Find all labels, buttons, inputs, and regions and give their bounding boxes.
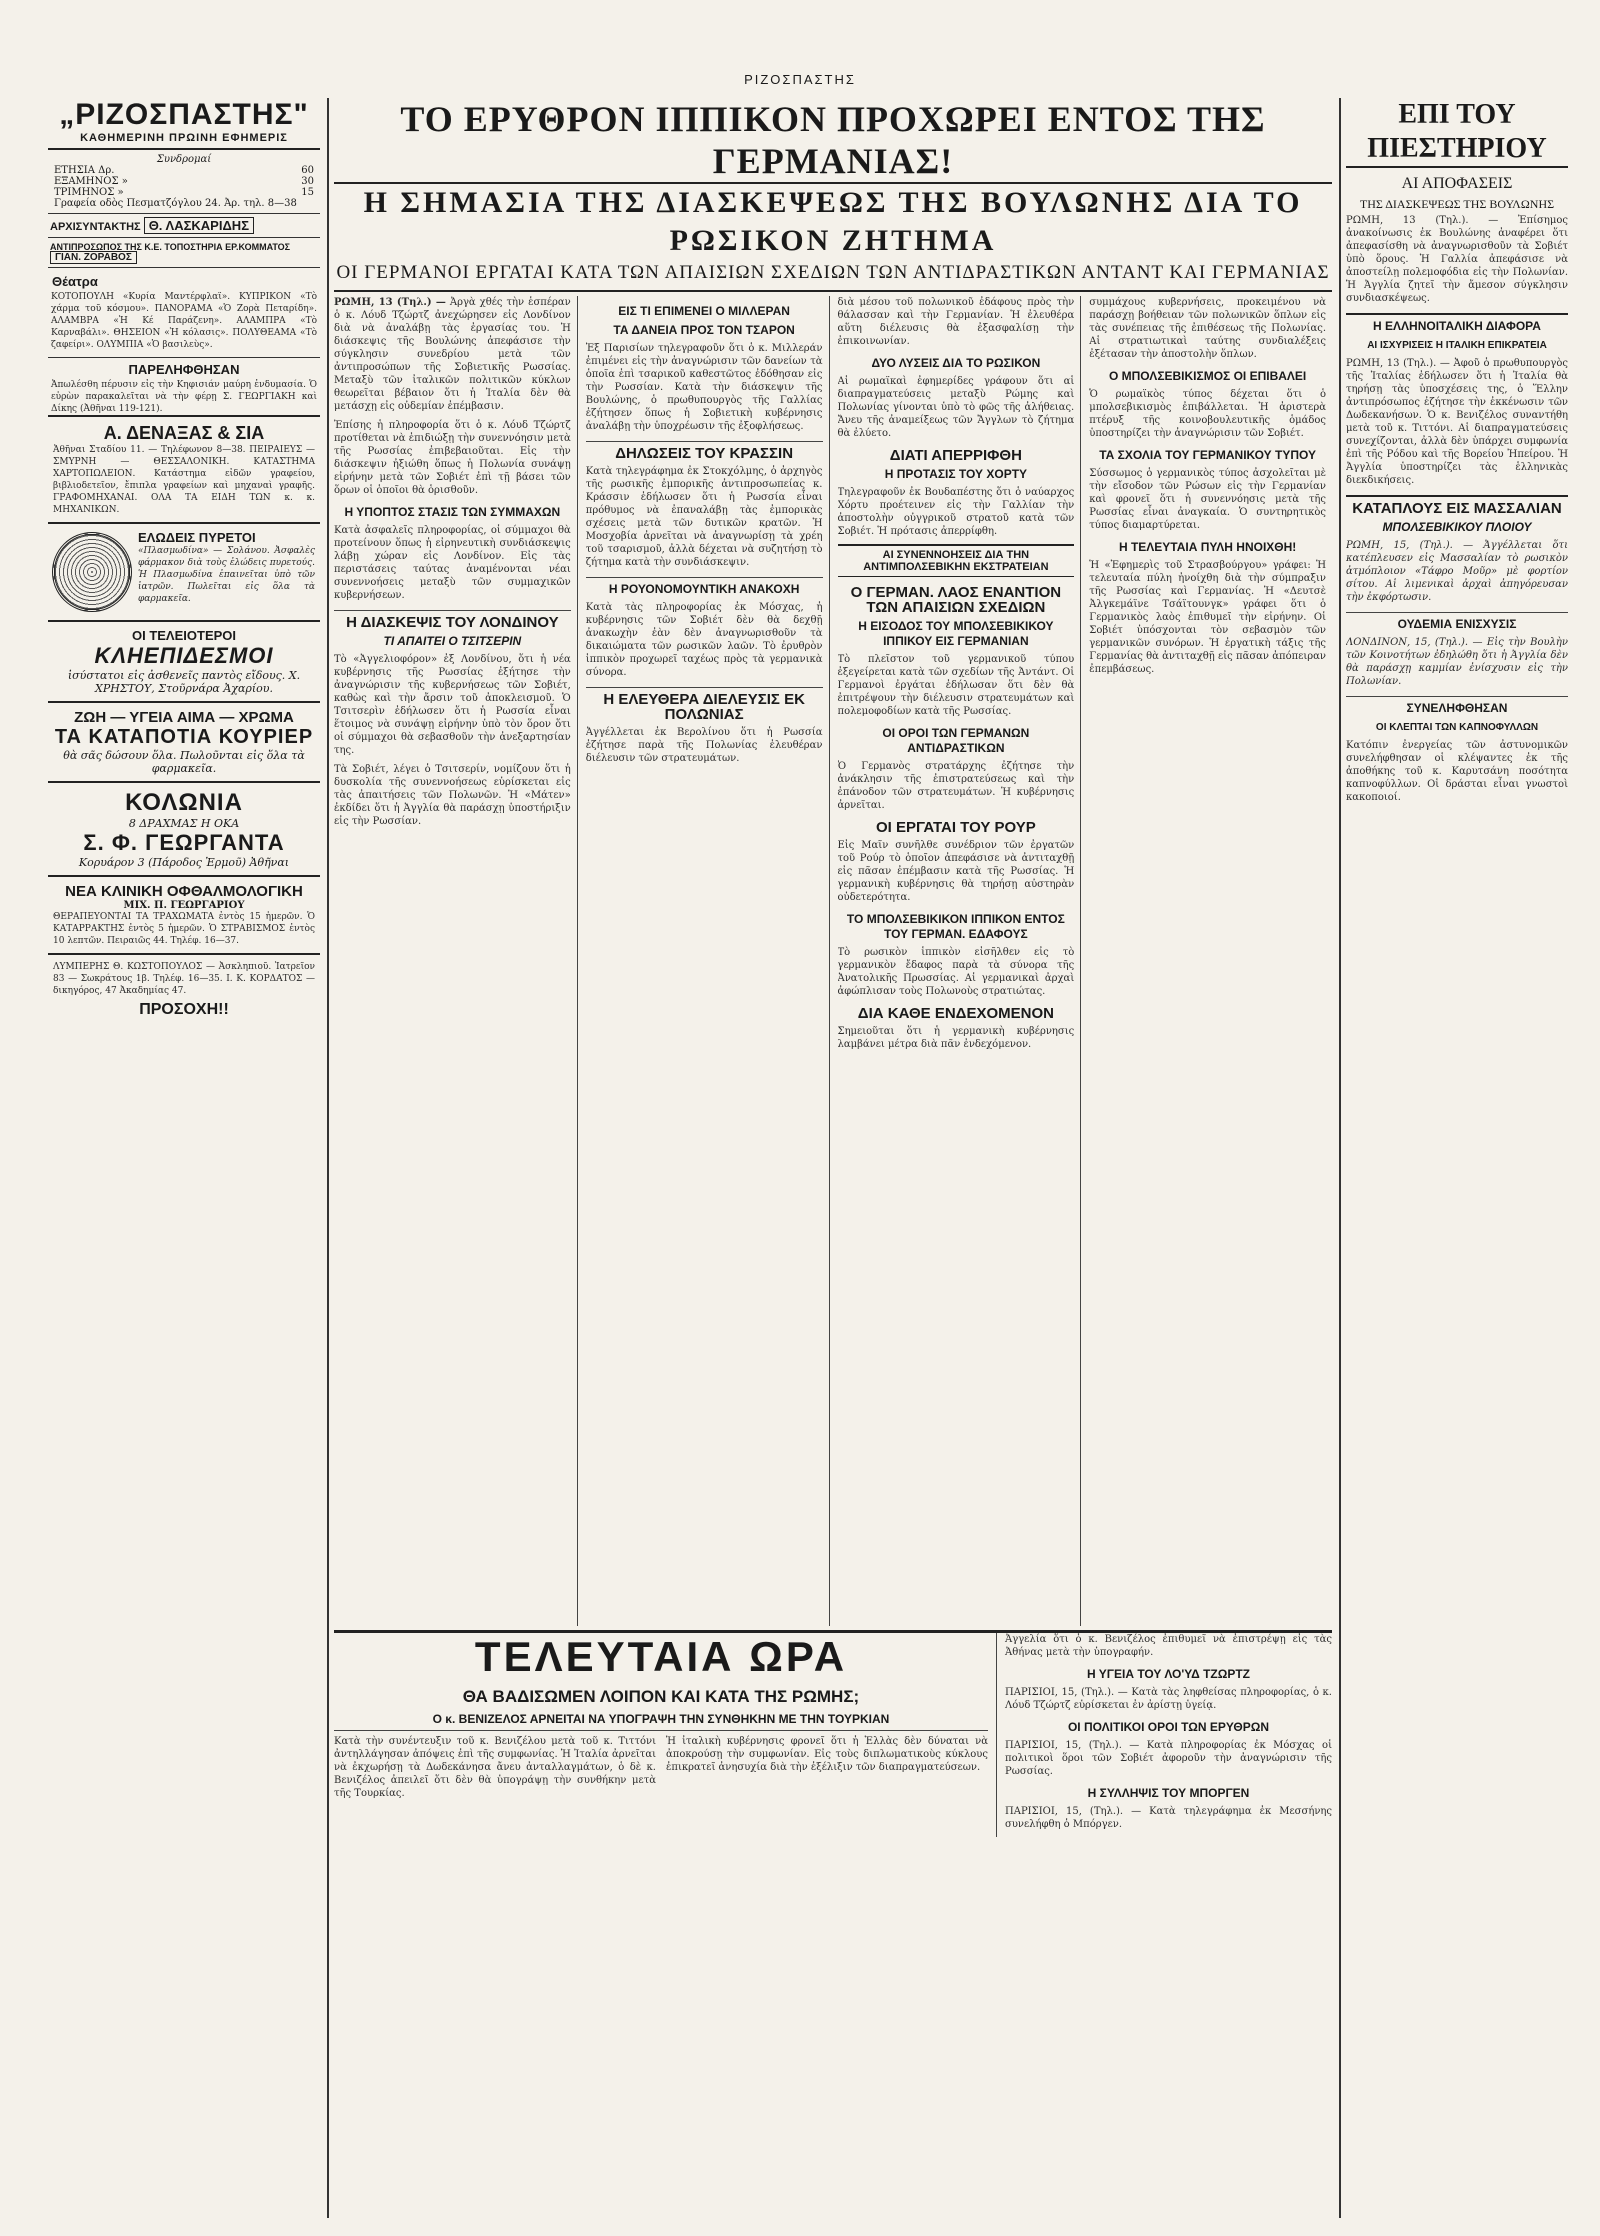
ad-plasmodina-text: «Πλασμωδίνα» — Σολάνου. Ἀσφαλὲς φάρμακον διὰ τοὺς ἐλώδεις πυρετούς. Ἡ Πλασμωδίνα ἐπαινεῖται ὑπὸ τῶν ἰατρῶν. Πωλεῖται εἰς ὅλα τὰ φαρμακεῖα. [138, 546, 315, 604]
press-title: ΕΠΙ ΤΟΥ ΠΙΕΣΤΗΡΙΟΥ [1346, 98, 1568, 168]
ad-denaxas [48, 415, 320, 522]
rep-label: ΑΝΤΙΠΡΟΣΩΠΟΣ ΤΗΣ Κ.Ε. ΤΟΠΟΣΤΗΡΙΑ ΕΡ.ΚΟΜΜΑΤΟΣ [50, 242, 291, 252]
ad-cologne-title: ΚΟΛΩΝΙΑ [125, 789, 243, 816]
last-hour-main [334, 1633, 997, 1837]
article-body: Σημειοῦται ὅτι ἡ γερμανικὴ κυβέρνησις λαμβάνει μέτρα διὰ πᾶν ἐνδεχόμενον. [837, 1026, 1075, 1050]
newspaper-page [48, 78, 1568, 2218]
ad-plasmodina [48, 522, 320, 620]
section-heading: ΟΙ ΠΟΛΙΤΙΚΟΙ ΟΡΟΙ ΤΩΝ ΕΡΥΘΡΩΝ [1067, 1720, 1270, 1734]
article-body: διὰ μέσου τοῦ πολωνικοῦ ἐδάφους πρὸς τὴν θάλασσαν καὶ τὴν Γερμανίαν. Ἡ ἐλευθέρα αὕτη διέλευσις θὰ ἐξασφαλίσῃ τὴν ἐπικοινωνίαν. [837, 297, 1075, 347]
last-hour-subhead: ΘΑ ΒΑΔΙΣΩΜΕΝ ΛΟΙΠΟΝ ΚΑΙ ΚΑΤΑ ΤΗΣ ΡΩΜΗΣ; [462, 1687, 860, 1706]
ad-cologne-address: Κορυάρον 3 (Πάροδος Ἐρμοῦ) Ἀθῆναι [78, 856, 290, 869]
ad-courier-text: θὰ σᾶς δώσουν ὅλα. Πωλοῦνται εἰς ὅλα τὰ φαρμακεῖα. [63, 749, 305, 775]
last-hour-title: ΤΕΛΕΥΤΑΙΑ ΩΡΑ [474, 1633, 848, 1680]
last-hour-columns [334, 1735, 988, 1806]
article-body: Ἡ «Ἐφημερὶς τοῦ Στρασβούργου» γράφει: Ἡ τελευταία πύλη ἠνοίχθη διὰ τὴν σύμπραξιν τῆς Ρωσσίας καὶ Γερμανίας. Ἡ «Δευτσὲ Ἀλγκεμάϊνε Τσάϊτουνγκ» γράφει ὅτι ὁ Γερμανικὸς λαὸς ἐπιθυμεῖ τὴν εἰρήνην. Οἱ Σοβιέτ ὑπόσχονται τὸν σεβασμὸν τῶν γερμανικῶν συνόρων. Ἡ ἐργατικὴ τάξις τῆς Γερμανίας θὰ ἀντιταχθῇ εἰς πᾶσαν ἀπόπειραν ἐπεμβάσεως. [1089, 560, 1326, 675]
article-body: Τὰ Σοβιέτ, λέγει ὁ Τσιτσερίν, νομίζουν ὅτι ἡ δυσκολία τῆς συνεννοήσεως εὑρίσκεται εἰς τὰς ἀπαιτήσεις τῶν Πολωνῶν. Ἡ «Μάτεν» ἐκδίδει ὅτι ἡ Ἀγγλία θὰ παράσχῃ ὑποστήριξιν εἰς τὴν Ρωσσίαν. [334, 764, 571, 827]
ad-bandages-sub: ΟΙ ΤΕΛΕΙΟΤΕΡΟΙ [131, 628, 237, 643]
article-body: Τὸ ρωσικὸν ἱππικὸν εἰσῆλθεν εἰς τὸ γερμανικὸν ἔδαφος παρὰ τὰ σύνορα τῆς Ἀνατολικῆς Πρωσσίας. Αἱ γερμανικαὶ ἀρχαὶ ἀφώπλισαν τοὺς Πολωνοὺς στρατιώτας. [837, 947, 1075, 997]
column-rule [327, 98, 329, 2218]
subscriptions-title: Συνδρομαί [156, 154, 212, 165]
article-body: Αἱ ρωμαϊκαὶ ἐφημερίδες γράφουν ὅτι αἱ διαπραγματεύσεις μεταξὺ Ρώμης καὶ Πολωνίας γίνονται ὑπὸ τὸ φῶς τῆς ἀλήθειας. Ἄνευ τῆς ἀναμείξεως τῶν Ἄγγλων τὸ ζήτημα θὰ ἐλύετο. [837, 376, 1075, 439]
section-heading: ΔΙΑΤΙ ΑΠΕΡΡΙΦΘΗ [889, 447, 1022, 464]
article-body: ΠΑΡΙΣΙΟΙ, 15, (Τηλ.). — Κατὰ τὰς ληφθείσας πληροφορίας, ὁ κ. Λόυδ Τζώρτζ εὑρίσκεται ἐν ἀρίστῃ ὑγείᾳ. [1005, 1687, 1332, 1711]
article-body: Ὁ ρωμαϊκὸς τύπος δέχεται ὅτι ὁ μπολσεβικισμὸς ἐπιβάλλεται. Ἡ ἀριστερὰ πτέρυξ τῆς κοινοβουλευτικῆς ὁμάδος ὑποστηρίζει τὴν ἀναγνώρισιν τῶν Σοβιέτ. [1089, 389, 1326, 439]
ad-cologne [48, 781, 320, 875]
section-heading: Η ΤΕΛΕΥΤΑΙΑ ΠΥΛΗ ΗΝΟΙΧΘΗ! [1118, 540, 1297, 554]
theatres-text: ΚΟΤΟΠΟΥΛΗ «Κυρία Μαντέρφλαϊ». ΚΥΠΡΙΚΟΝ «Τὸ χάρμα τοῦ κόσμου». ΠΑΝΟΡΑΜΑ «Ὁ Ζορὰ Πεταρίδη». ΑΛΑΜΒΡΑ «Ἡ Κέ Παράζενη». ΑΛΑΜΠΡΑ «Τὸ Καρναβάλι». ΘΗΣΕΙΟΝ «Ἡ κόλασις». ΠΟΛΥΘΕΑΜΑ «Τὸ ζαφείρι». ΟΛΥΜΠΙΑ «Ὁ βασιλεὺς». [51, 292, 317, 350]
section-subheading: Η ΠΡΟΤΑΣΙΣ ΤΟΥ ΧΟΡΤΥ [884, 467, 1028, 481]
main-column [334, 98, 1332, 2218]
ad-bandages-text: ἰσύστατοι εἰς ἀσθενεῖς παντὸς εἴδους. Χ. ΧΡΗΣΤΟΥ, Στοῦρνάρα Ἀχαρίου. [67, 669, 301, 695]
article-column-2 [586, 296, 830, 1626]
ad-courier [48, 701, 320, 781]
section-heading: ΑΙ ΣΥΝΕΝΝΟΗΣΕΙΣ ΔΙΑ ΤΗΝ ΑΝΤΙΜΠΟΛΣΕΒΙΚΗΝ ΕΚΣΤΡΑΤΕΙΑΝ [838, 544, 1075, 577]
right-column [1346, 98, 1568, 2218]
notice-title: ΠΡΟΣΟΧΗ!! [139, 1001, 229, 1018]
section-heading: ΚΑΤΑΠΛΟΥΣ ΕΙΣ ΜΑΣΣΑΛΙΑΝ [1346, 495, 1568, 516]
subscription-value: 15 [301, 187, 314, 198]
editor-line [48, 214, 320, 238]
editor-name: Θ. ΛΑΣΚΑΡΙΔΗΣ [144, 217, 254, 234]
ad-courier-title: ΖΩΗ — ΥΓΕΙΑ ΑΙΜΑ — ΧΡΩΜΑ [74, 709, 294, 726]
plasmodina-seal-icon [52, 532, 132, 612]
dateline: ΡΩΜΗ, 13 (Τηλ.) — [334, 297, 446, 308]
section-heading: ΟΙ ΟΡΟΙ ΤΩΝ ΓΕΡΜΑΝΩΝ ΑΝΤΙΔΡΑΣΤΙΚΩΝ [882, 726, 1030, 755]
subscriptions [48, 150, 320, 214]
article-columns [334, 296, 1332, 1626]
article-body: ΠΑΡΙΣΙΟΙ, 15, (Τηλ.). — Κατὰ πληροφορίας ἐκ Μόσχας οἱ πολιτικοὶ ὅροι τῶν Σοβιέτ ἀφοροῦν τὴν ἀναγνώρισιν τῆς Ρωσσίας. [1005, 1740, 1332, 1777]
article-body: Τηλεγραφοῦν ἐκ Βουδαπέστης ὅτι ὁ ναύαρχος Χόρτυ προέτεινεν εἰς τὴν Γαλλίαν τὴν ἀποστολὴν οὐγγρικοῦ στρατοῦ κατὰ τῶν Σοβιέτ. Ἡ πρότασις ἀπερρίφθη. [837, 487, 1075, 537]
section-subheading: ΜΠΟΛΣΕΒΙΚΙΚΟΥ ΠΛΟΙΟΥ [1382, 520, 1532, 534]
ad-denaxas-text: Ἀθῆναι Σταδίου 11. — Τηλέφωνον 8—38. ΠΕΙΡΑΙΕΥΣ — ΣΜΥΡΝΗ — ΘΕΣΣΑΛΟΝΙΚΗ. ΚΑΤΑΣΤΗΜΑ ΧΑΡΤΟΠΩΛΕΙΟΝ. Κατάστημα εἰδῶν γραφείου, βιβλιοδετεῖον, ἔπιπλα γραφείων καὶ μηχαναὶ γραφῆς. ΓΡΑΦΟΜΗΧΑΝΑΙ. ΟΛΑ ΤΑ ΕΙΔΗ ΤΩΝ κ. κ. ΜΗΧΑΝΙΚΩΝ. [53, 445, 315, 515]
masthead-name: „ΡΙΖΟΣΠΑΣΤΗΣ" [59, 98, 309, 131]
article-text: Ἀργὰ χθές τὴν ἑσπέραν ὁ κ. Λόυδ Τζώρτζ ἀνεχώρησεν εἰς Λονδίνον διὰ νὰ ἀναλάβῃ τὰς ἐργασίας του. Ἡ διάσκεψις τῆς Βουλώνης ἀπεφάσισε τὴν σύγκλησιν συνεδρίου μετὰ τῶν ἀντιπροσώπων τῆς Σοβιετικῆς Ρωσσίας. Μεταξὺ τῶν ἰταλικῶν πολιτικῶν κύκλων θεωρεῖται βέβαιον ὅτι ἡ Ἰταλία δὲν θὰ μετάσχῃ εἰς οὐδεμίαν ἐπέμβασιν. [334, 297, 571, 412]
section-heading: ΤΟ ΜΠΟΛΣΕΒΙΚΙΚΟΝ ΙΠΠΙΚΟΝ ΕΝΤΟΣ ΤΟΥ ΓΕΡΜΑΝ. ΕΔΑΦΟΥΣ [846, 912, 1065, 941]
section-subheading: ΤΗΣ ΔΙΑΣΚΕΨΕΩΣ ΤΗΣ ΒΟΥΛΩΝΗΣ [1359, 197, 1555, 211]
ad-clinic-text: ΘΕΡΑΠΕΥΟΝΤΑΙ ΤΑ ΤΡΑΧΩΜΑΤΑ ἐντὸς 15 ἡμερῶν. Ὁ ΚΑΤΑΡΡΑΚΤΗΣ ἐντὸς 5 ἡμερῶν. Ὁ ΣΤΡΑΒΙΣΜΟΣ ἐντὸς 10 λεπτῶν. Πειραιῶς 44. Τηλέφ. 16—37. [53, 912, 315, 946]
section-heading: ΔΥΟ ΛΥΣΕΙΣ ΔΙΑ ΤΟ ΡΩΣΙΚΟΝ [871, 356, 1041, 370]
subscription-value: 60 [301, 165, 314, 176]
subscription-value: 30 [301, 176, 314, 187]
article-body: ΛΟΝΔΙΝΟΝ, 15, (Τηλ.). — Εἰς τὴν Βουλὴν τῶν Κοινοτήτων ἐδηλώθη ὅτι ἡ Ἀγγλία δὲν θὰ παράσχῃ καμμίαν ἐνίσχυσιν εἰς τὴν Πολωνίαν. [1346, 637, 1568, 687]
main-deck: ΟΙ ΓΕΡΜΑΝΟΙ ΕΡΓΑΤΑΙ ΚΑΤΑ ΤΩΝ ΑΠΑΙΣΙΩΝ ΣΧΕΔΙΩΝ ΤΩΝ ΑΝΤΙΔΡΑΣΤΙΚΩΝ ΑΝΤΑΝΤ ΚΑΙ ΓΕΡΜΑΝΙΑΣ [334, 260, 1332, 292]
left-column [48, 98, 320, 2218]
article-body: Κατὰ τηλεγράφημα ἐκ Στοκχόλμης, ὁ ἀρχηγὸς τῆς ρωσικῆς ἐμπορικῆς ἀντιπροσωπείας κ. Κράσσιν ἐδήλωσεν ὅτι ἡ Ρωσσία εἶναι πρόθυμος νὰ ἐπαναλάβῃ τὰς ἐμπορικὰς σχέσεις μετὰ τῶν δυτικῶν κρατῶν. Ἡ Μοσχοβία ἀρνεῖται νὰ ἀναγνωρίσῃ τὰ χρέη τοῦ τσαρισμοῦ, ἀλλὰ δέχεται νὰ συζητήσῃ τὸ ζήτημα κατὰ τὴν συνδιάσκεψιν. [585, 466, 823, 568]
article-body: Ἐπίσης ἡ πληροφορία ὅτι ὁ κ. Λόυδ Τζώρτζ προτίθεται νὰ ἐπιδιώξῃ τὴν συνεννόησιν μετὰ τῆς Ρωσσίας ἐπιβεβαιοῦται. Εἰς τὴν διάσκεψιν ἠξιώθη ὅπως ἡ Πολωνία συνάψῃ εἰρήνην μετὰ τῶν Σοβιέτ ἐπὶ τῇ βάσει τῶν ὅρων οἱ ὁποῖοι θὰ ὁρισθοῦν. [334, 420, 571, 496]
article-body: Κατὰ ἀσφαλεῖς πληροφορίας, οἱ σύμμαχοι θὰ προτείνουν ὅπως ἡ εἰρηνευτικὴ συνδιάσκεψις λάβῃ χώραν εἰς Λονδίνον. Εἰς τὰς περιστάσεις ταύτας ἀναμένονται νέαι συνεννοήσεις μεταξὺ τῶν συμμαχικῶν κυβερνήσεων. [334, 525, 571, 601]
section-heading: ΤΑ ΣΧΟΛΙΑ ΤΟΥ ΓΕΡΜΑΝΙΚΟΥ ΤΥΠΟΥ [1099, 448, 1317, 462]
section-heading: ΟΙ ΕΡΓΑΤΑΙ ΤΟΥ ΡΟΥΡ [875, 819, 1036, 836]
article-body: Εἰς Μαῖν συνῆλθε συνέδριον τῶν ἐργατῶν τοῦ Ρούρ τὸ ὁποῖον ἀπεφάσισε νὰ ἀντιταχθῇ εἰς πᾶσαν ἐπέμβασιν κατὰ τῆς Ρωσσίας. Ἡ γερμανικὴ κυβέρνησις θὰ τηρήσῃ αὐστηρὰν οὐδετερότητα. [837, 840, 1075, 903]
ad-misc [48, 953, 320, 1025]
ad-denaxas-title: Α. ΔΕΝΑΞΑΣ & ΣΙΑ [103, 423, 265, 443]
ad-clinic [48, 875, 320, 953]
ad-bandages [48, 620, 320, 701]
running-head: ΡΙΖΟΣΠΑΣΤΗΣ [744, 72, 856, 87]
article-body: Τὸ «Ἀγγελιοφόρον» ἐξ Λονδίνου, ὅτι ἡ νέα κυβέρνησις τῆς Ρωσσίας ἐξήτησε τὴν ἀναγνώρισιν τῆς κυβερνήσεως τῶν Σοβιέτ, καθὼς καὶ τὴν ἄρσιν τοῦ ἀποκλεισμοῦ. Ὁ Τσιτσερὶν ἐδήλωσεν ὅτι ἡ Ρωσσία εἶναι ἕτοιμος νὰ συνάψῃ εἰρήνην ὑπὸ τὸν ὅρον ὅτι οἱ σύμμαχοι θὰ σεβασθοῦν τὴν ἀνεξαρτησίαν της. [334, 654, 571, 756]
main-headline: ΤΟ ΕΡΥΘΡΟΝ ΙΠΠΙΚΟΝ ΠΡΟΧΩΡΕΙ ΕΝΤΟΣ ΤΗΣ ΓΕΡΜΑΝΙΑΣ! [334, 98, 1332, 184]
subscription-label: ΕΞΑΜΗΝΟΣ » [54, 176, 128, 187]
section-heading: ΑΙ ΑΠΟΦΑΣΕΙΣ [1401, 175, 1513, 192]
article-body: Κατόπιν ἐνεργείας τῶν ἀστυνομικῶν συνελήφθησαν οἱ κλέψαντες ἐκ τῆς ἀποθήκης τοῦ κ. Καρυτσάνη ποσότητα καπνοφύλλων. Οἱ δράσται εἶναι γνωστοὶ κακοποιοί. [1346, 740, 1568, 803]
last-hour-deck: Ο κ. ΒΕΝΙΖΕΛΟΣ ΑΡΝΕΙΤΑΙ ΝΑ ΥΠΟΓΡΑΨΗ ΤΗΝ ΣΥΝΘΗΚΗΝ ΜΕ ΤΗΝ ΤΟΥΡΚΙΑΝ [334, 1712, 988, 1731]
ad-courier-big: ΤΑ ΚΑΤΑΠΟΤΙΑ ΚΟΥΡΙΕΡ [54, 726, 314, 748]
section-heading: ΟΥΔΕΜΙΑ ΕΝΙΣΧΥΣΙΣ [1346, 612, 1568, 632]
article-column-3 [838, 296, 1082, 1626]
article-column-1 [334, 296, 578, 1626]
article-column-4 [1089, 296, 1332, 1626]
ad-misc-text: ΛΥΜΠΕΡΗΣ Θ. ΚΩΣΤΟΠΟΥΛΟΣ — Ἀσκληπιοῦ. Ἰατρεῖον 83 — Σωκράτους 1β. Τηλέφ. 16—35. Ι. Κ. ΚΟΡΔΑΤΟΣ — δικηγόρος, 47 Ἀκαδημίας 47. [53, 962, 315, 996]
section-heading: Ο ΜΠΟΛΣΕΒΙΚΙΣΜΟΣ ΟΙ ΕΠΙΒΑΛΕΙ [1108, 369, 1307, 383]
subscription-row [54, 176, 314, 187]
section-heading: ΔΙΑ ΚΑΘΕ ΕΝΔΕΧΟΜΕΝΟΝ [857, 1005, 1054, 1022]
article-body: Ἐξ Παρισίων τηλεγραφοῦν ὅτι ὁ κ. Μιλλεράν ἐπιμένει εἰς τὴν ἀναγνώρισιν τῶν δανείων τὰ ὁποῖα ἐπὶ τσαρικοῦ καθεστῶτος ἐδόθησαν εἰς τὴν Ρωσσίαν. Κατὰ τὴν διάσκεψιν τῆς Βουλώνης, ὁ πρωθυπουργὸς τῆς Γαλλίας ἐζήτησεν ὅπως ἡ Σοβιετικὴ κυβέρνησις ἀναλάβῃ τὴν ὑποχρέωσιν τῆς ἐξοφλήσεως. [585, 343, 823, 432]
subscription-label: ΤΡΙΜΗΝΟΣ » [54, 187, 124, 198]
main-subhead: Η ΣΗΜΑΣΙΑ ΤΗΣ ΔΙΑΣΚΕΨΕΩΣ ΤΗΣ ΒΟΥΛΩΝΗΣ ΔΙΑ ΤΟ ΡΩΣΙΚΟΝ ΖΗΤΗΜΑ [363, 186, 1303, 257]
section-heading: Η ΥΓΕΙΑ ΤΟΥ ΛΟ'ΥΔ ΤΖΩΡΤΖ [1086, 1667, 1251, 1681]
lost-text: Ἀπωλέσθη πέρυσιν εἰς τὴν Κηφισιάν μαύρη ἐνδυμασία. Ὁ εὑρὼν παρακαλεῖται νὰ τὴν φέρῃ Σ. ΓΕΩΡΓΙΑΚΗ καὶ Δίκης (Ἀθῆναι 119-121). [51, 380, 317, 414]
article-body: Σύσσωμος ὁ γερμανικὸς τύπος ἀσχολεῖται μὲ τὴν εἴσοδον τῶν Ρώσων εἰς τὴν Γερμανίαν καὶ φρονεῖ ὅτι ἡ συνεννόησις μετὰ τῆς Ρωσσίας εἶναι ἀναγκαία. Ὁ συντηρητικὸς τύπος διαμαρτύρεται. [1089, 468, 1326, 531]
ad-cologne-price: 8 ΔΡΑΧΜΑΣ Η ΟΚΑ [128, 817, 240, 830]
subscription-row [54, 165, 314, 176]
masthead-subtitle: ΚΑΘΗΜΕΡΙΝΗ ΠΡΩΙΝΗ ΕΦΗΜΕΡΙΣ [80, 132, 288, 144]
section-subheading: ΟΙ ΚΛΕΠΤΑΙ ΤΩΝ ΚΑΠΝΟΦΥΛΛΩΝ [1375, 722, 1539, 733]
article-body: Κατὰ τὴν συνέντευξιν τοῦ κ. Βενιζέλου μετὰ τοῦ κ. Τιττόνι ἀντηλλάγησαν ἀπόψεις ἐπὶ τῆς συμφωνίας. Ἡ Ἰταλία ἀρνεῖται νὰ ἐκχωρήσῃ τὰ Δωδεκάνησα ἄνευ ἀνταλλαγμάτων, ὁ δὲ κ. Βενιζέλος ἀπειλεῖ ὅτι δὲν θὰ ὑπογράψῃ τὴν συνθήκην μετὰ τῆς Τουρκίας. [334, 1736, 656, 1799]
section-heading: Η ΔΙΑΣΚΕΨΙΣ ΤΟΥ ΛΟΝΔΙΝΟΥ [334, 610, 571, 630]
section-heading: Η ΕΛΕΥΘΕΡΑ ΔΙΕΛΕΥΣΙΣ ΕΚ ΠΟΛΩΝΙΑΣ [586, 687, 823, 722]
article-body: Κατὰ τὰς πληροφορίας ἐκ Μόσχας, ἡ κυβέρνησις τῶν Σοβιέτ δὲν θὰ δεχθῇ ἀνακωχὴν ἐὰν δὲν ἀναγνωρισθοῦν τὰ δικαιώματα τῶν ρωσικῶν λαῶν. Τὸ ἐρυθρὸν ἱππικὸν προχωρεῖ ταχέως πρὸς τὰ γερμανικὰ σύνορα. [585, 602, 823, 678]
section-heading: Η ΥΠΟΠΤΟΣ ΣΤΑΣΙΣ ΤΩΝ ΣΥΜΜΑΧΩΝ [344, 505, 561, 519]
column-rule [1339, 98, 1341, 2218]
section-heading: ΔΗΛΩΣΕΙΣ ΤΟΥ ΚΡΑΣΣΙΝ [586, 441, 823, 461]
section-heading: Η ΕΛΛΗΝΟΙΤΑΛΙΚΗ ΔΙΑΦΟΡΑ [1346, 313, 1568, 334]
section-subheading: Η ΕΙΣΟΔΟΣ ΤΟΥ ΜΠΟΛΣΕΒΙΚΙΚΟΥ ΙΠΠΙΚΟΥ ΕΙΣ ΓΕΡΜΑΝΙΑΝ [858, 619, 1054, 648]
masthead [48, 98, 320, 150]
article-body: Ἡ ἰταλικὴ κυβέρνησις φρονεῖ ὅτι ἡ Ἑλλὰς δὲν δύναται νὰ ἀποκρούσῃ τὴν συμφωνίαν. Εἰς τοὺς διπλωματικοὺς κύκλους ἐπικρατεῖ ἀνησυχία διὰ τὴν ἐξέλιξιν τῶν διαπραγματεύσεων. [666, 1736, 988, 1773]
section-heading: Η ΣΥΛΛΗΨΙΣ ΤΟΥ ΜΠΟΡΓΕΝ [1087, 1786, 1250, 1800]
article-body: ΡΩΜΗ, 13 (Τηλ.). — Ἐπίσημος ἀνακοίνωσις ἐκ Βουλώνης ἀναφέρει ὅτι ἀπεφασίσθη νὰ ἀναγνωρισθοῦν τὰ Σοβιέτ ὑπὸ ὅρους. Ἡ Γαλλία ἀπεφάσισε νὰ ἀποστείλῃ πολεμοφόδια εἰς τὴν Πολωνίαν. Ἡ Ἀγγλία ζητεῖ τὴν ἄμεσον σύγκλησιν συνδιασκέψεως. [1346, 215, 1568, 304]
section-subheading: ΑΙ ΙΣΧΥΡΙΣΕΙΣ Η ΙΤΑΛΙΚΗ ΕΠΙΚΡΑΤΕΙΑ [1367, 340, 1547, 351]
last-hour-side [1005, 1633, 1332, 1837]
ad-bandages-title: ΚΛΗΕΠΙΔΕΣΜΟΙ [94, 643, 274, 668]
subscription-row [54, 187, 314, 198]
section-subheading: ΤΑ ΔΑΝΕΙΑ ΠΡΟΣ ΤΟΝ ΤΣΑΡΟΝ [613, 323, 795, 337]
article-body: Ὁ Γερμανὸς στρατάρχης ἐζήτησε τὴν ἀνάκλησιν τῆς ἐπιστρατεύσεως καὶ τὴν ἐπάνοδον τῶν στρατευμάτων. Ἡ κυβέρνησις ἀρνεῖται. [837, 761, 1075, 811]
representative-line [48, 238, 320, 268]
theatres-title: Θέατρα [52, 274, 98, 289]
article-body [334, 296, 571, 413]
ad-clinic-title: ΝΕΑ ΚΛΙΝΙΚΗ ΟΦΘΑΛΜΟΛΟΓΙΚΗ [65, 883, 303, 900]
rep-name: ΓΙΑΝ. ΖΟΡΑΒΟΣ [50, 251, 137, 264]
article-body: ΡΩΜΗ, 13 (Τηλ.). — Ἀφοῦ ὁ πρωθυπουργὸς τῆς Ἰταλίας ἐδήλωσεν ὅτι ἡ Ἰταλία θὰ τηρήσῃ τὰς ὑποσχέσεις της, ὁ Ἕλλην ἀντιπρόσωπος ἐζήτησε τὴν ἐκκένωσιν τῶν Δωδεκανήσων. Ὁ κ. Βενιζέλος συναντήθη μετὰ τοῦ κ. Τιττόνι. Αἱ διαπραγματεύσεις συνεχίζονται, ἀλλὰ δὲν ὑπάρχει συμφωνία ἐπὶ τῆς Ρόδου καὶ τῆς Βορείου Ἠπείρου. Ἡ Ἀγγλία ὑποστηρίζει τὰς ἑλληνικὰς διεκδικήσεις. [1346, 358, 1568, 486]
article-body: Τὸ πλεῖστον τοῦ γερμανικοῦ τύπου ἐξεγείρεται κατὰ τῶν σχεδίων τῆς Ἀντάντ. Οἱ Γερμανοὶ ἐργάται ἐδήλωσαν ὅτι δὲν θὰ ἐπιτρέψουν τὴν διέλευσιν στρατευμάτων καὶ πολεμοφοδίων κατὰ τῆς Ρωσσίας. [837, 654, 1075, 717]
article-body: ΠΑΡΙΣΙΟΙ, 15, (Τηλ.). — Κατὰ τηλεγράφημα ἐκ Μεσσήνης συνελήφθη ὁ Μπόργεν. [1005, 1806, 1332, 1830]
subscription-label: ΕΤΗΣΙΑ Δρ. [54, 165, 115, 176]
offices: Γραφεία οδὸς Πεσματζόγλου 24. Ἀρ. τηλ. 8—38 [54, 198, 297, 209]
section-heading: ΣΥΝΕΛΗΦΘΗΣΑΝ [1346, 696, 1568, 716]
section-heading: Η ΡΟΥΟΝΟΜΟΥΝΤΙΚΗ ΑΝΑΚΟΧΗ [586, 577, 823, 597]
section-heading: ΕΙΣ ΤΙ ΕΠΙΜΕΝΕΙ Ο ΜΙΛΛΕΡΑΝ [618, 304, 790, 318]
article-body: Ἀγγελία ὅτι ὁ κ. Βενιζέλος ἐπιθυμεῖ νὰ ἐπιστρέψῃ εἰς τὰς Ἀθήνας μετὰ τὴν ὑπογραφήν. [1005, 1634, 1332, 1658]
ad-clinic-doctor: ΜΙΧ. Π. ΓΕΩΡΓΑΡΙΟΥ [123, 900, 245, 911]
article-body: ΡΩΜΗ, 15, (Τηλ.). — Ἀγγέλλεται ὅτι κατέπλευσεν εἰς Μασσαλίαν τὸ ρωσικὸν ἀτμόπλοιον «Τάφρο Μοῦρ» μὲ φορτίον σίτου. Αἱ λιμενικαὶ ἀρχαὶ ἀπηγόρευσαν τὴν ἐκφόρτωσιν. [1346, 540, 1568, 603]
last-hour-section [334, 1630, 1332, 1837]
article-body: συμμάχους κυβερνήσεις, προκειμένου νὰ παράσχῃ βοήθειαν τῶν πολωνικῶν ὅπλων εἰς τὰς συνέπειας τῆς ἐπιθέσεως τῆς Πολωνίας. Αἱ στρατιωτικαὶ ταύτης συνδιαλέξεις ἐξέτασαν τὴν ἀποστολὴν ὅπλων. [1089, 297, 1326, 360]
editor-label: ΑΡΧΙΣΥΝΤΑΚΤΗΣ [50, 221, 141, 233]
ad-cologne-name: Σ. Φ. ΓΕΩΡΓΑΝΤΑ [83, 830, 285, 855]
section-heading: Ο ΓΕΡΜΑΝ. ΛΑΟΣ ΕΝΑΝΤΙΟΝ ΤΩΝ ΑΠΑΙΣΙΩΝ ΣΧΕΔΙΩΝ [850, 584, 1062, 616]
section-subheading: ΤΙ ΑΠΑΙΤΕΙ Ο ΤΣΙΤΣΕΡΙΝ [383, 634, 522, 648]
lost-title: ΠΑΡΕΛΗΦΘΗΣΑΝ [48, 357, 320, 377]
ad-plasmodina-title: ΕΛΩΔΕΙΣ ΠΥΡΕΤΟΙ [138, 530, 256, 545]
article-body: Ἀγγέλλεται ἐκ Βερολίνου ὅτι ἡ Ρωσσία ἐζήτησε παρὰ τῆς Πολωνίας ἐλευθέραν διέλευσιν τῶν στρατευμάτων. [585, 727, 823, 764]
